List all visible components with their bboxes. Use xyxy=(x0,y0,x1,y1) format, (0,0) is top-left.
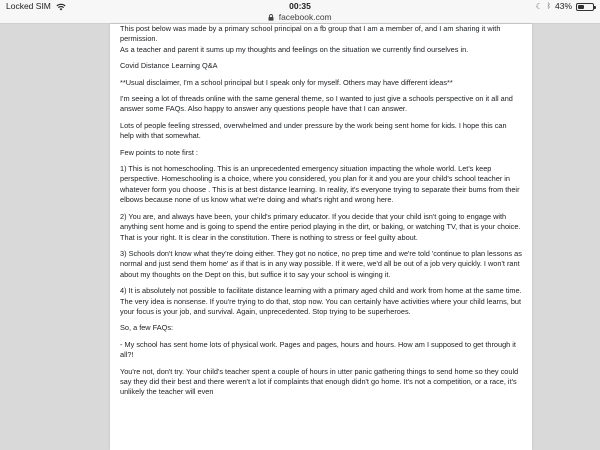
faq-1-answer: You're not, don't try. Your child's teacher spent a couple of hours in utter panic gathering things to send home so they could say they did their best and there weren't a lot if complaints that enough didn't go home. It's not a competition, or a race, it's unlikely the teacher will even xyxy=(120,366,519,397)
battery-fill xyxy=(578,5,584,9)
faq-1-question: - My school has sent home lots of physical work. Pages and pages, hours and hours. How am I supposed to get through it all?! xyxy=(120,339,516,360)
post-intro-2: As a teacher and parent it sums up my thoughts and feelings on the situation we currently find ourselves in. xyxy=(120,44,469,54)
battery-percent: 43% xyxy=(554,1,572,11)
point-3: 3) Schools don't know what they're doing either. They got no notice, no prep time and we're told 'continue to plan lessons as normal and just send them home' as if that is in any way possible. If it were, we'd all be out of a job very quickly. I won't rant about my thoughts on the Dept on this, but suffice it to say your school is winging it. xyxy=(120,248,522,279)
post-paragraph-2: Lots of people feeling stressed, overwhelmed and under pressure by the work being sent home for kids. I hope this can help with that somewhat. xyxy=(120,120,507,141)
point-1: 1) This is not homeschooling. This is an unprecedented emergency situation impacting the whole world. Let's keep perspective. Homeschooling is a choice, where you considered, you plan for it and you are your child's school teacher in whatever form you choose . This is at best distance learning. In reality, it's everyone trying to separate their bums from their elbows because none of us know what we're doing and what's right and wrong here. xyxy=(120,164,520,205)
point-2: 2) You are, and always have been, your child's primary educator. If you decide that your child isn't going to engage with anything sent home and is going to spend the entire period playing in the dirt, or baking, or watching TV, that is your choice. That is your right. It is clear in the constitution. There is nothing to stress or feel guilty about. xyxy=(120,211,521,242)
post-body xyxy=(110,24,532,398)
clock: 00:35 xyxy=(289,1,311,11)
post-disclaimer: **Usual disclaimer, I'm a school principal but I speak only for myself. Others may have different ideas** xyxy=(120,77,453,87)
post-intro: This post below was made by a primary school principal on a fb group that I am a member of, and I am sharing it with permission. xyxy=(120,24,501,44)
post-title: Covid Distance Learning Q&A xyxy=(120,61,218,71)
battery-icon xyxy=(576,3,594,11)
page-content xyxy=(110,24,532,450)
url-domain[interactable]: facebook.com xyxy=(278,12,332,22)
moon-icon: ☾ xyxy=(535,2,543,11)
bluetooth-icon: ᛒ xyxy=(546,3,551,10)
point-4: 4) It is absolutely not possible to facilitate distance learning with a primary aged child and work from home at the same time. The very idea is nonsense. If you're trying to do that, stop now. You can certainly have activities where your child learns, but your focus is your job, and survival. Again, unprecedented. Stop trying to be superheroes. xyxy=(120,286,522,316)
lock-icon xyxy=(268,14,274,21)
carrier-label: Locked SIM xyxy=(6,1,51,11)
faqs-heading: So, a few FAQs: xyxy=(120,323,174,333)
post-paragraph-1: I'm seeing a lot of threads online with the same general theme, so I wanted to just give a schools perspective on it all and answer some FAQs. Also happy to answer any questions people have that I can answer. xyxy=(120,94,513,114)
url-bar[interactable] xyxy=(0,12,600,24)
points-heading: Few points to note first : xyxy=(120,147,198,157)
